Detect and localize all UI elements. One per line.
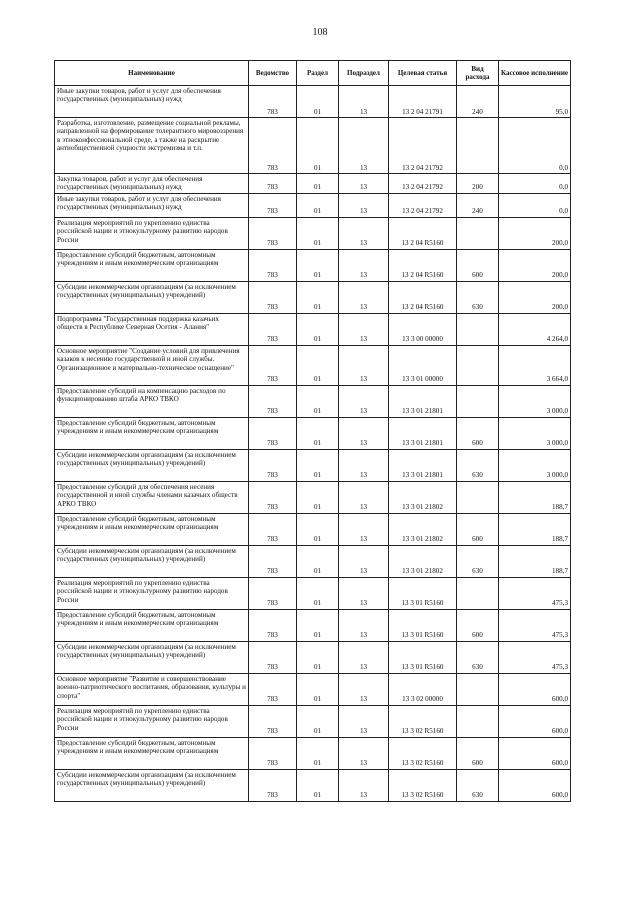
row-amount-cell: 600,0 (499, 673, 571, 705)
row-vid-raskhoda-cell (457, 673, 499, 705)
row-podrazdel-cell: 13 (339, 577, 389, 609)
row-amount-cell: 200,0 (499, 249, 571, 281)
row-amount-cell: 600,0 (499, 737, 571, 769)
row-podrazdel-cell: 13 (339, 705, 389, 737)
row-amount-cell: 95,0 (499, 86, 571, 118)
row-amount-cell: 3 000,0 (499, 385, 571, 417)
row-celevaya-statya-cell: 13 3 02 00000 (389, 673, 457, 705)
row-vedomstvo-cell: 783 (249, 673, 297, 705)
row-name-cell: Субсидии некоммерческим организациям (за исключением государственных (муниципальных) учреждений) (55, 641, 249, 673)
row-vid-raskhoda-cell: 630 (457, 641, 499, 673)
row-razdel-cell: 01 (297, 417, 339, 449)
row-podrazdel-cell: 13 (339, 673, 389, 705)
row-celevaya-statya-cell: 13 2 04 21792 (389, 118, 457, 174)
row-name-cell: Реализация мероприятий по укреплению единства российской нации и этнокультурному развитию народов России (55, 217, 249, 249)
row-razdel-cell: 01 (297, 513, 339, 545)
table-row (55, 313, 571, 345)
header-vid-raskhoda: Вид расхода (457, 61, 499, 86)
table-row (55, 217, 571, 249)
row-vedomstvo-cell: 783 (249, 249, 297, 281)
table-row (55, 281, 571, 313)
row-razdel-cell: 01 (297, 345, 339, 385)
row-celevaya-statya-cell: 13 3 01 21801 (389, 417, 457, 449)
row-podrazdel-cell: 13 (339, 641, 389, 673)
row-vid-raskhoda-cell: 240 (457, 193, 499, 217)
row-amount-cell: 4 264,0 (499, 313, 571, 345)
row-podrazdel-cell: 13 (339, 345, 389, 385)
row-vedomstvo-cell: 783 (249, 705, 297, 737)
table-row (55, 118, 571, 174)
row-razdel-cell: 01 (297, 641, 339, 673)
row-vedomstvo-cell: 783 (249, 769, 297, 801)
row-podrazdel-cell: 13 (339, 118, 389, 174)
table-row (55, 345, 571, 385)
row-podrazdel-cell: 13 (339, 449, 389, 481)
row-celevaya-statya-cell: 13 2 04 21791 (389, 86, 457, 118)
row-name-cell: Предоставление субсидий на компенсацию расходов по функционированию штаба АРКО ТВКО (55, 385, 249, 417)
row-vedomstvo-cell: 783 (249, 417, 297, 449)
row-vid-raskhoda-cell (457, 577, 499, 609)
row-amount-cell: 200,0 (499, 217, 571, 249)
row-vid-raskhoda-cell: 630 (457, 281, 499, 313)
row-razdel-cell: 01 (297, 737, 339, 769)
row-podrazdel-cell: 13 (339, 737, 389, 769)
row-vid-raskhoda-cell: 600 (457, 609, 499, 641)
row-podrazdel-cell: 13 (339, 193, 389, 217)
table-row (55, 737, 571, 769)
header-razdel: Раздел (297, 61, 339, 86)
row-amount-cell: 475,3 (499, 609, 571, 641)
table-row (55, 174, 571, 194)
row-name-cell: Субсидии некоммерческим организациям (за исключением государственных (муниципальных) учреждений) (55, 449, 249, 481)
row-celevaya-statya-cell: 13 3 02 R5160 (389, 705, 457, 737)
row-name-cell: Предоставление субсидий бюджетным, автономным учреждениям и иным некоммерческим организациям (55, 417, 249, 449)
row-vedomstvo-cell: 783 (249, 449, 297, 481)
table-row (55, 417, 571, 449)
row-name-cell: Закупка товаров, работ и услуг для обеспечения государственных (муниципальных) нужд (55, 174, 249, 194)
row-podrazdel-cell: 13 (339, 545, 389, 577)
row-amount-cell: 3 000,0 (499, 449, 571, 481)
table-row (55, 705, 571, 737)
row-podrazdel-cell: 13 (339, 481, 389, 513)
header-vedomstvo: Ведомство (249, 61, 297, 86)
row-name-cell: Основное мероприятие "Развитие и совершенствование военно-патриотического воспитания, образования, культуры и спорта" (55, 673, 249, 705)
row-vedomstvo-cell: 783 (249, 193, 297, 217)
table-row (55, 449, 571, 481)
row-razdel-cell: 01 (297, 217, 339, 249)
table-row (55, 609, 571, 641)
row-razdel-cell: 01 (297, 545, 339, 577)
table-body (55, 86, 571, 802)
row-amount-cell: 188,7 (499, 545, 571, 577)
row-celevaya-statya-cell: 13 2 04 R5160 (389, 217, 457, 249)
table-row (55, 481, 571, 513)
row-amount-cell: 3 000,0 (499, 417, 571, 449)
table-header-row (55, 61, 571, 86)
row-name-cell: Субсидии некоммерческим организациям (за исключением государственных (муниципальных) учреждений) (55, 545, 249, 577)
row-razdel-cell: 01 (297, 705, 339, 737)
row-razdel-cell: 01 (297, 193, 339, 217)
row-vid-raskhoda-cell (457, 481, 499, 513)
row-vedomstvo-cell: 783 (249, 174, 297, 194)
row-amount-cell: 200,0 (499, 281, 571, 313)
table-row (55, 385, 571, 417)
row-vid-raskhoda-cell (457, 313, 499, 345)
row-podrazdel-cell: 13 (339, 217, 389, 249)
row-name-cell: Реализация мероприятий по укреплению единства российской нации и этнокультурному развитию народов России (55, 705, 249, 737)
row-celevaya-statya-cell: 13 3 01 00000 (389, 345, 457, 385)
row-vid-raskhoda-cell: 600 (457, 737, 499, 769)
row-vid-raskhoda-cell (457, 118, 499, 174)
row-name-cell: Реализация мероприятий по укреплению единства российской нации и этнокультурному развитию народов России (55, 577, 249, 609)
header-celevaya-statya: Целевая статья (389, 61, 457, 86)
row-amount-cell: 0,0 (499, 174, 571, 194)
row-vid-raskhoda-cell: 600 (457, 417, 499, 449)
row-razdel-cell: 01 (297, 609, 339, 641)
row-amount-cell: 475,3 (499, 641, 571, 673)
row-name-cell: Предоставление субсидий бюджетным, автономным учреждениям и иным некоммерческим организациям (55, 513, 249, 545)
row-name-cell: Иные закупки товаров, работ и услуг для обеспечения государственных (муниципальных) нужд (55, 193, 249, 217)
row-celevaya-statya-cell: 13 3 01 R5160 (389, 609, 457, 641)
row-razdel-cell: 01 (297, 577, 339, 609)
row-podrazdel-cell: 13 (339, 769, 389, 801)
row-celevaya-statya-cell: 13 2 04 R5160 (389, 249, 457, 281)
row-name-cell: Предоставление субсидий бюджетным, автономным учреждениям и иным некоммерческим организациям (55, 249, 249, 281)
row-vedomstvo-cell: 783 (249, 281, 297, 313)
row-vid-raskhoda-cell: 630 (457, 545, 499, 577)
table-row (55, 249, 571, 281)
row-vedomstvo-cell: 783 (249, 641, 297, 673)
row-razdel-cell: 01 (297, 313, 339, 345)
row-vedomstvo-cell: 783 (249, 385, 297, 417)
row-vid-raskhoda-cell (457, 217, 499, 249)
row-vedomstvo-cell: 783 (249, 345, 297, 385)
page-number: 108 (312, 27, 328, 38)
table-row (55, 193, 571, 217)
row-vid-raskhoda-cell (457, 385, 499, 417)
row-celevaya-statya-cell: 13 3 01 21801 (389, 385, 457, 417)
row-vedomstvo-cell: 783 (249, 481, 297, 513)
row-podrazdel-cell: 13 (339, 174, 389, 194)
row-vid-raskhoda-cell: 630 (457, 769, 499, 801)
row-amount-cell: 475,3 (499, 577, 571, 609)
row-celevaya-statya-cell: 13 3 01 R5160 (389, 641, 457, 673)
row-vedomstvo-cell: 783 (249, 609, 297, 641)
table-row (55, 641, 571, 673)
row-name-cell: Подпрограмма "Государственная поддержка казачьих обществ в Республике Северная Осетия - Алания" (55, 313, 249, 345)
row-podrazdel-cell: 13 (339, 86, 389, 118)
row-vedomstvo-cell: 783 (249, 217, 297, 249)
table-row (55, 86, 571, 118)
row-vid-raskhoda-cell: 600 (457, 513, 499, 545)
row-vedomstvo-cell: 783 (249, 86, 297, 118)
row-celevaya-statya-cell: 13 3 01 21802 (389, 513, 457, 545)
row-celevaya-statya-cell: 13 2 04 21792 (389, 174, 457, 194)
row-vid-raskhoda-cell: 240 (457, 86, 499, 118)
header-kassovoe-ispolnenie: Кассовое исполнение (499, 61, 571, 86)
row-amount-cell: 600,0 (499, 705, 571, 737)
row-vedomstvo-cell: 783 (249, 545, 297, 577)
row-amount-cell: 188,7 (499, 513, 571, 545)
row-vid-raskhoda-cell: 600 (457, 249, 499, 281)
row-razdel-cell: 01 (297, 769, 339, 801)
row-name-cell: Предоставление субсидий для обеспечения несения государственной и иной службы членами казачьих обществ АРКО ТВКО (55, 481, 249, 513)
row-amount-cell: 188,7 (499, 481, 571, 513)
row-amount-cell: 0,0 (499, 193, 571, 217)
row-podrazdel-cell: 13 (339, 513, 389, 545)
row-razdel-cell: 01 (297, 385, 339, 417)
row-name-cell: Субсидии некоммерческим организациям (за исключением государственных (муниципальных) учреждений) (55, 281, 249, 313)
row-name-cell: Предоставление субсидий бюджетным, автономным учреждениям и иным некоммерческим организациям (55, 737, 249, 769)
row-name-cell: Предоставление субсидий бюджетным, автономным учреждениям и иным некоммерческим организациям (55, 609, 249, 641)
header-name: Наименование (55, 61, 249, 86)
row-razdel-cell: 01 (297, 673, 339, 705)
row-celevaya-statya-cell: 13 3 01 21801 (389, 449, 457, 481)
row-razdel-cell: 01 (297, 481, 339, 513)
row-razdel-cell: 01 (297, 86, 339, 118)
row-name-cell: Субсидии некоммерческим организациям (за исключением государственных (муниципальных) учреждений) (55, 769, 249, 801)
row-podrazdel-cell: 13 (339, 313, 389, 345)
table-row (55, 545, 571, 577)
row-razdel-cell: 01 (297, 449, 339, 481)
row-vid-raskhoda-cell (457, 705, 499, 737)
row-vedomstvo-cell: 783 (249, 577, 297, 609)
row-celevaya-statya-cell: 13 3 02 R5160 (389, 737, 457, 769)
row-vedomstvo-cell: 783 (249, 737, 297, 769)
row-vedomstvo-cell: 783 (249, 118, 297, 174)
row-amount-cell: 600,0 (499, 769, 571, 801)
row-celevaya-statya-cell: 13 3 00 00000 (389, 313, 457, 345)
row-celevaya-statya-cell: 13 3 01 21802 (389, 481, 457, 513)
table-row (55, 673, 571, 705)
row-podrazdel-cell: 13 (339, 385, 389, 417)
row-vid-raskhoda-cell: 630 (457, 449, 499, 481)
table-row (55, 577, 571, 609)
row-podrazdel-cell: 13 (339, 417, 389, 449)
row-podrazdel-cell: 13 (339, 249, 389, 281)
row-razdel-cell: 01 (297, 174, 339, 194)
row-vid-raskhoda-cell: 200 (457, 174, 499, 194)
row-amount-cell: 0,0 (499, 118, 571, 174)
header-podrazdel: Подраздел (339, 61, 389, 86)
row-name-cell: Иные закупки товаров, работ и услуг для обеспечения государственных (муниципальных) нужд (55, 86, 249, 118)
row-razdel-cell: 01 (297, 249, 339, 281)
row-name-cell: Основное мероприятие "Создание условий для привлечения казаков к несению государственной и иной службы. Организационное и материально-техническое оснащение" (55, 345, 249, 385)
row-amount-cell: 3 664,0 (499, 345, 571, 385)
row-vedomstvo-cell: 783 (249, 513, 297, 545)
row-celevaya-statya-cell: 13 3 01 R5160 (389, 577, 457, 609)
budget-execution-table (54, 60, 571, 802)
row-vedomstvo-cell: 783 (249, 313, 297, 345)
row-celevaya-statya-cell: 13 3 02 R5160 (389, 769, 457, 801)
row-vid-raskhoda-cell (457, 345, 499, 385)
row-name-cell: Разработка, изготовление, размещение социальной рекламы, направленной на формирование толерантного мировоззрения в этноконфессиональной среде, а также на раскрытие антиобщественной сущности экстремизма и т.п. (55, 118, 249, 174)
row-celevaya-statya-cell: 13 3 01 21802 (389, 545, 457, 577)
row-celevaya-statya-cell: 13 2 04 21792 (389, 193, 457, 217)
row-podrazdel-cell: 13 (339, 281, 389, 313)
row-celevaya-statya-cell: 13 2 04 R5160 (389, 281, 457, 313)
table-row (55, 769, 571, 801)
row-razdel-cell: 01 (297, 118, 339, 174)
row-podrazdel-cell: 13 (339, 609, 389, 641)
table-row (55, 513, 571, 545)
row-razdel-cell: 01 (297, 281, 339, 313)
